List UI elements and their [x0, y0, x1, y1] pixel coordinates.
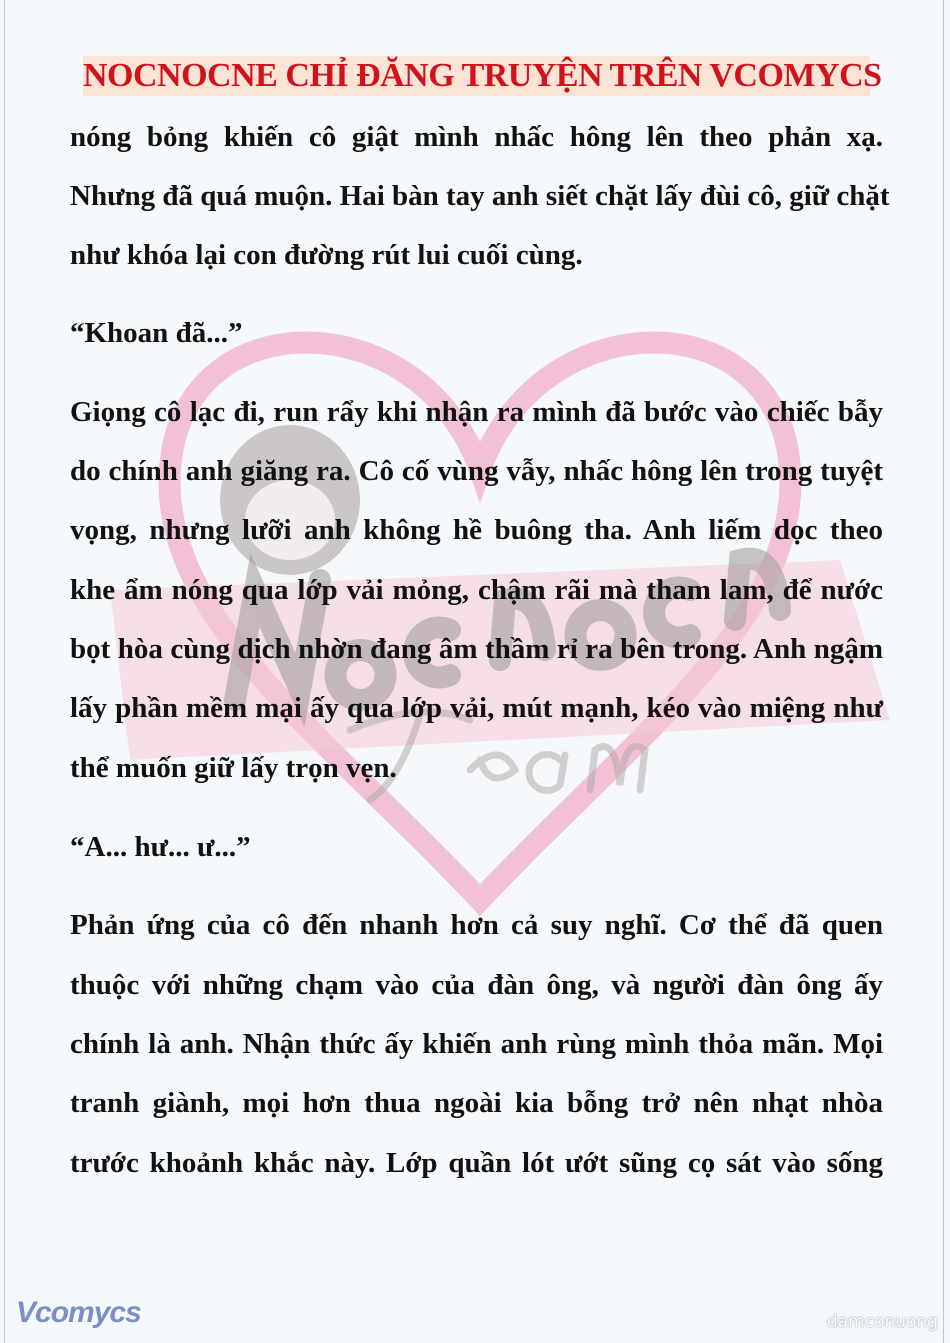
text-line: tranh giành, mọi hơn thua ngoài kia bỗng trở nên nhạt nhòa	[70, 1087, 883, 1119]
dialogue-line: “Khoan đã...”	[70, 317, 243, 349]
text-line: chính là anh. Nhận thức ấy khiến anh rùng mình thỏa mãn. Mọi	[70, 1028, 883, 1060]
text-line: thể muốn giữ lấy trọn vẹn.	[70, 752, 397, 784]
vcomycs-logo: Vcomycs	[16, 1296, 141, 1329]
text-line: lấy phần mềm mại ấy qua lớp vải, mút mạnh, kéo vào miệng như	[70, 692, 883, 724]
text-line: bọt hòa cùng dịch nhờn đang âm thầm rỉ ra bên trong. Anh ngậm	[70, 633, 883, 665]
text-line: Giọng cô lạc đi, run rẩy khi nhận ra mình đã bước vào chiếc bẫy	[70, 396, 883, 428]
text-line: Nhưng đã quá muộn. Hai bàn tay anh siết chặt lấy đùi cô, giữ chặt	[70, 180, 890, 212]
text-line: Phản ứng của cô đến nhanh hơn cả suy nghĩ. Cơ thể đã quen	[70, 909, 883, 941]
text-line: nóng bỏng khiến cô giật mình nhấc hông lên theo phản xạ.	[70, 121, 883, 153]
text-line: khe ẩm nóng qua lớp vải mỏng, chậm rãi mà tham lam, để nước	[70, 574, 883, 606]
notice-banner: NOCNOCNE CHỈ ĐĂNG TRUYỆN TRÊN VCOMYCS	[83, 57, 882, 94]
text-line: vọng, nhưng lưỡi anh không hề buông tha. Anh liếm dọc theo	[70, 514, 883, 546]
text-line: trước khoảnh khắc này. Lớp quần lót ướt sũng cọ sát vào sống	[70, 1147, 883, 1179]
text-line: thuộc với những chạm vào của đàn ông, và người đàn ông ấy	[70, 969, 883, 1001]
credit-watermark: damconuong	[826, 1312, 938, 1332]
dialogue-line: “A... hư... ư...”	[70, 831, 251, 863]
text-line: do chính anh giăng ra. Cô cố vùng vẫy, nhấc hông lên trong tuyệt	[70, 455, 883, 487]
text-line: như khóa lại con đường rút lui cuối cùng.	[70, 239, 583, 271]
